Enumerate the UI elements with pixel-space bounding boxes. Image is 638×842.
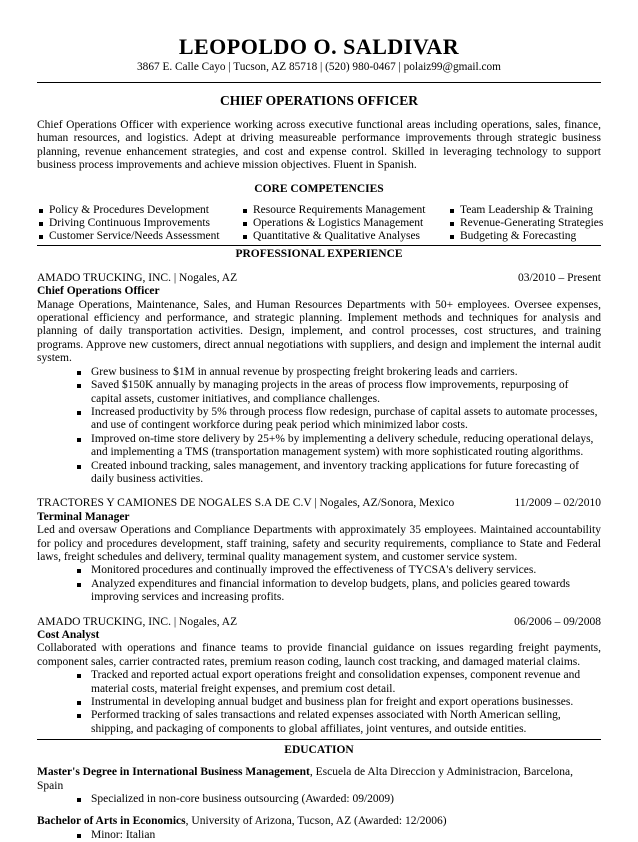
- achievement-item: Instrumental in developing annual budget and business plan for freight and export operations businesses.: [77, 696, 601, 709]
- competencies-column-3: [448, 203, 604, 244]
- degree-institution: , Escuela de Alta Direccion y Administracion, Barcelona, Spain: [37, 766, 574, 792]
- degree-entry: [37, 815, 601, 828]
- degree-details: [37, 829, 601, 842]
- achievement-item: Tracked and reported actual export operations freight and consolidation expenses, component revenue and material costs, material freight expenses, and premium cost detail.: [77, 669, 601, 696]
- education-heading: EDUCATION: [284, 744, 354, 757]
- job-description: Manage Operations, Maintenance, Sales, and Human Resources Departments with 50+ employees. Oversee expenses, operational efficiency and performance, and strategic planning. Implement methods and techniques for analysis and planning of daily transportation activities. Design, implement, and control processes, cost structures, and training programs. Approve new customers, direct annual negotiations with suppliers, and design and implement the internal audit system.: [37, 298, 601, 365]
- competency-item: Team Leadership & Training: [448, 204, 601, 217]
- degree-name: Bachelor of Arts in Economics: [37, 815, 186, 828]
- job-header: [37, 272, 601, 285]
- achievement-item: Saved $150K annually by managing projects in the areas of process flow improvements, repurposing of capital assets, customer initiatives, and compliance challenges.: [77, 379, 601, 406]
- job-description: Led and oversaw Operations and Compliance Departments with approximately 35 employees. Maintained accountability for policy and procedures development, staff training, safety and security requirements, compliance to State and Federal laws, freight schedules and delivery, terminal quality management system, and customer service system.: [37, 524, 601, 563]
- competency-item: Customer Service/Needs Assessment: [37, 230, 241, 243]
- header-divider: [37, 82, 601, 83]
- job-description: Collaborated with operations and finance teams to provide financial guidance on issues regarding freight payments, component sales, carrier contracted rates, premium reason coding, launch cost tracking, and damaged material claims.: [37, 642, 601, 668]
- degree-detail-item: Specialized in non-core business outsourcing (Awarded: 09/2009): [77, 793, 601, 806]
- achievement-item: Grew business to $1M in annual revenue by prospecting freight brokering leads and carriers.: [77, 366, 601, 379]
- job-achievements: [37, 669, 601, 736]
- competencies-column-1: [37, 204, 241, 244]
- competency-item: Driving Continuous Improvements: [37, 217, 241, 230]
- job-entry: [37, 616, 601, 737]
- competencies-heading: CORE COMPETENCIES: [254, 182, 384, 195]
- experience-section: [37, 245, 601, 736]
- job-dates: 11/2009 – 02/2010: [514, 497, 601, 510]
- job-dates: 06/2006 – 09/2008: [514, 615, 601, 628]
- job-role: Cost Analyst: [37, 629, 100, 641]
- job-company: AMADO TRUCKING, INC. | Nogales, AZ: [37, 615, 238, 628]
- job-role: Terminal Manager: [37, 510, 130, 523]
- job-achievements: [37, 564, 601, 604]
- degree-details: [37, 793, 601, 806]
- experience-heading: PROFESSIONAL EXPERIENCE: [235, 247, 403, 260]
- resume-page: [37, 34, 604, 842]
- job-achievements: [37, 366, 601, 487]
- competency-item: Quantitative & Qualitative Analyses: [241, 230, 448, 243]
- degree-name: Master's Degree in International Business Management: [37, 766, 310, 779]
- job-dates: 03/2010 – Present: [517, 271, 601, 284]
- competency-item: Budgeting & Forecasting: [448, 230, 601, 243]
- achievement-item: Analyzed expenditures and financial information to develop budgets, plans, and policies geared towards improving services and increasing profits.: [77, 578, 601, 605]
- degree-entry: [37, 766, 601, 793]
- competency-item: Resource Requirements Management: [241, 204, 448, 217]
- candidate-name: LEOPOLDO O. SALDIVAR: [178, 34, 460, 59]
- achievement-item: Created inbound tracking, sales management, and inventory tracking applications for future forecasting of daily business activities.: [77, 460, 601, 487]
- job-header: [37, 616, 601, 629]
- resume-title: CHIEF OPERATIONS OFFICER: [219, 93, 419, 108]
- job-header: [37, 497, 601, 510]
- achievement-item: Monitored procedures and continually improved the effectiveness of TYCSA's delivery services.: [77, 564, 601, 577]
- competencies-grid: [37, 203, 604, 244]
- job-company: TRACTORES Y CAMIONES DE NOGALES S.A DE C.V | Nogales, AZ/Sonora, Mexico: [37, 497, 455, 510]
- degree-detail-item: Minor: Italian: [77, 829, 601, 842]
- summary-paragraph: Chief Operations Officer with experience working across executive functional areas including operations, sales, finance, human resources, and logistics. Adept at driving measureable performance improvements through strategic business planning, revenue enhancement strategies, and cost and expense control. Skilled in leveraging technology to support business process improvements and achieve mission objectives. Fluent in Spanish.: [37, 119, 601, 172]
- achievement-item: Improved on-time store delivery by 25+% by implementing a delivery schedule, reducing operational delays, and implementing a TMS (transportation management system) with more sophisticated routing algorithms.: [77, 433, 601, 460]
- competencies-column-2: [241, 204, 448, 244]
- competency-item: Policy & Procedures Development: [37, 204, 241, 217]
- education-section: [37, 739, 601, 842]
- achievement-item: Increased productivity by 5% through process flow redesign, purchase of capital assets to automate processes, and use of contingent workforce during peak period which minimized labor costs.: [77, 406, 601, 433]
- job-company: AMADO TRUCKING, INC. | Nogales, AZ: [37, 271, 238, 284]
- job-entry: [37, 272, 601, 487]
- degree-institution: , University of Arizona, Tucson, AZ (Awarded: 12/2006): [185, 815, 447, 828]
- contact-line: 3867 E. Calle Cayo | Tucson, AZ 85718 | (520) 980-0467 | polaiz99@gmail.com: [137, 61, 501, 73]
- competency-item: Revenue-Generating Strategies: [448, 217, 601, 230]
- competency-item: Operations & Logistics Management: [241, 217, 448, 230]
- job-entry: [37, 497, 601, 604]
- job-role: Chief Operations Officer: [37, 285, 160, 298]
- achievement-item: Performed tracking of sales transactions and related expenses associated with North American selling, shipping, and packaging of components to global affiliates, joint ventures, and outside entities.: [77, 709, 601, 736]
